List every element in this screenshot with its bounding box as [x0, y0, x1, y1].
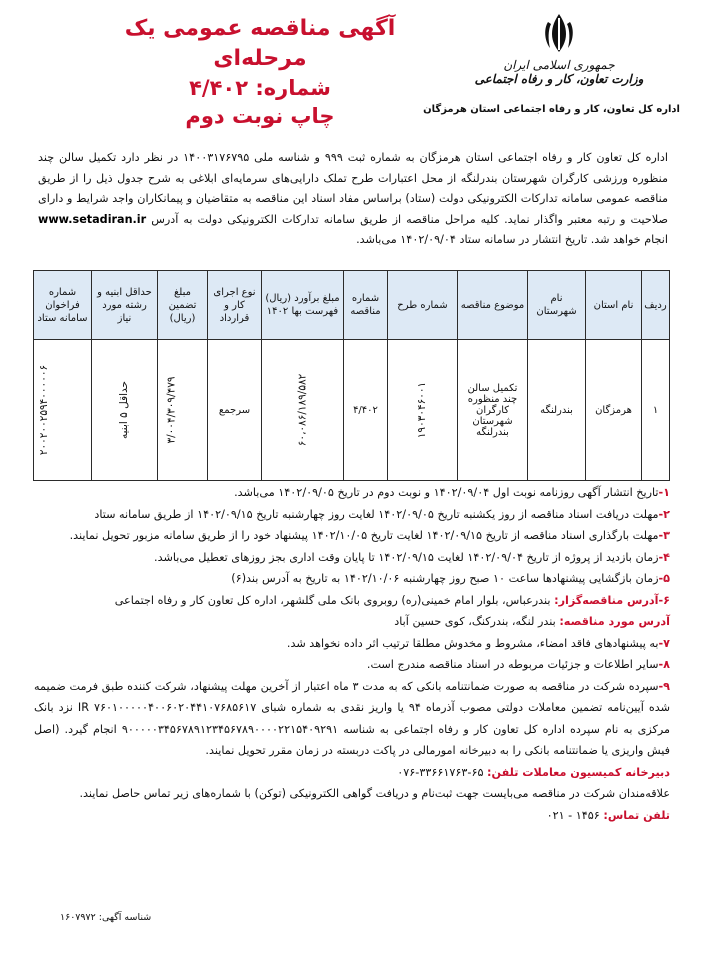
cell-city: بندرلنگه	[528, 340, 586, 481]
cell-guarantee	[158, 340, 208, 481]
list-item: ۱-تاریخ انتشار آگهی روزنامه نوبت اول ۱۴۰۲/۰۹/۰۴ و نوبت دوم در تاریخ ۱۴۰۲/۰۹/۰۵ می‌باشد.	[234, 486, 670, 499]
item-text: زمان بازدید از پروژه از تاریخ ۱۴۰۲/۰۹/۰۴ لغایت ۱۴۰۲/۰۹/۱۵ تا پایان وقت اداری بجز روزهای تعطیل می‌باشد.	[154, 550, 659, 564]
item-text: زمان بازگشایی پیشنهادها ساعت ۱۰ صبح روز چهارشنبه ۱۴۰۲/۱۰/۰۶ به تاریخ به آدرس بند(۶)	[231, 572, 659, 585]
target-address-text: بندر لنگه، بندرکنگ، کوی حسین آباد	[394, 615, 556, 628]
tender-number: شماره: ۴/۴۰۲	[189, 76, 331, 100]
secretariat-phone: ۶۵-۳۳۶۶۱۷۶۳-۰۷۶	[397, 765, 484, 779]
item-text: مهلت دریافت اسناد مناقصه از روز یکشنبه تاریخ ۱۴۰۲/۰۹/۰۵ لغایت روز چهارشنبه تاریخ ۱۴۰۲/۰۹/۱۵ از طریق سامانه ستاد	[94, 507, 659, 521]
table-row	[34, 340, 670, 481]
item-number: ۳	[663, 529, 670, 542]
header-cell: حداقل ابنیه و رشته مورد نیاز	[92, 271, 158, 340]
item-number: ۱	[663, 486, 670, 499]
intro-text: اداره کل تعاون کار و رفاه اجتماعی استان هرمزگان به شماره ثبت ۹۹۹ و شناسه ملی ۱۴۰۰۳۱۷۶۷۹۵ در نظر دارد تکمیل سالن چند منظوره ورزشی کارگران شهرستان بندرلنگه از محل اعتبارات طرح تملک دارایی‌های سرمایه‌ای ابلاغی به شرح جدول ذیل را از طریق مناقصه عمومی سامانه تدارکات الکترونیکی دولت (ستاد) براساس مفاد اسناد این مناقصه به متقاضیان و پیمانکاران واجد شرایط و دارای صلاحیت و رتبه معتبر واگذار نماید. کلیه مراحل مناقصه از طریق سامانه تدارکات الکترونیکی دولت به آدرس	[38, 151, 668, 226]
cell-tender-number: ۴/۴۰۲	[344, 340, 388, 481]
header-cell: مبلغ تضمین (ریال)	[158, 271, 208, 340]
intro-paragraph	[38, 148, 668, 251]
ad-identifier: شناسه آگهی: ۱۶۰۷۹۷۲	[60, 912, 152, 923]
target-address-label: آدرس مورد مناقصه:	[559, 615, 670, 628]
item-number: ۴	[663, 550, 670, 564]
estimate-text: ۶۰،۰۸۶/۱۸۹/۵۸۲	[296, 373, 309, 447]
cell-subject: تکمیل سالن چند منظوره کارگران شهرستان بندرلنگه	[458, 340, 528, 481]
target-address	[34, 611, 670, 633]
guarantee-text: ۳/۰۰۴/۳۰۹/۴۷۹	[165, 376, 178, 444]
cell-contract-type: سرجمع	[208, 340, 262, 481]
list-item: ۲-مهلت دریافت اسناد مناقصه از روز یکشنبه تاریخ ۱۴۰۲/۰۹/۰۵ لغایت روز چهارشنبه تاریخ ۱۴۰۲/۰۹/۱۵ از طریق سامانه ستاد	[94, 507, 670, 521]
country-name: جمهوری اسلامی ایران	[503, 58, 615, 72]
cell-setad-number	[34, 340, 92, 481]
header-cell: شماره طرح	[388, 271, 458, 340]
contact-phone: ۱۴۵۶ - ۰۲۱	[546, 808, 600, 822]
item-number: ۸	[663, 658, 670, 671]
header-cell: موضوع مناقصه	[458, 271, 528, 340]
item-text: به پیشنهادهای فاقد امضاء، مشروط و مخدوش مطلقا ترتیب اثر داده نخواهد شد.	[286, 636, 659, 650]
item-number: ۵	[663, 572, 670, 585]
item-text: مهلت بارگذاری اسناد مناقصه از تاریخ ۱۴۰۲/۰۹/۱۵ لغایت تاریخ ۱۴۰۲/۱۰/۰۵ پیشنهاد خود را از طریق سامانه مزبور تحویل نمایند.	[69, 529, 659, 542]
list-item: ۹-سپرده شرکت در مناقصه به صورت ضمانتنامه بانکی که به مدت ۳ ماه اعتبار از آخرین مهلت پیشنهاد، شرکت کننده طبق فرمت ضمیمه شده آیین‌نامه تضمین معاملات دولتی مصوب آذرماه ۹۴ یا واریز نقدی به شماره شبای IR ۷۶۰۱۰۰۰۰۰۴۰۰۶۰۲۰۴۴۱۰۷۶۸۵۶۱۷ نزد بانک مرکزی به نام سپرده اداره کل تعاون کار و رفاه اجتماعی به شناسه ۹۰۰۰۰۰۳۴۵۶۷۸۹۱۲۳۴۵۶۷۸۹۰۰۰۰۲۲۱۵۴۰۹۲۹۱ انجام گیرد. (اصل فیش واریزی یا ضمانتنامه بانکی را به دبیرخانه امورمالی در پاکت دربسته در زمان مقرر تحویل نمایند.	[34, 679, 670, 757]
cell-plan-number	[388, 340, 458, 481]
list-item: ۴-زمان بازدید از پروژه از تاریخ ۱۴۰۲/۰۹/۰۴ لغایت ۱۴۰۲/۰۹/۱۵ تا پایان وقت اداری بجز روزهای تعطیل می‌باشد.	[154, 550, 670, 564]
header-cell: نوع اجرای کار و قرارداد	[208, 271, 262, 340]
secretariat-line	[34, 762, 670, 784]
contact-label: تلفن تماس:	[603, 808, 670, 822]
plan-number-text: ۱۹۰۳۰۴۶۰۰۱	[416, 381, 429, 439]
setad-website-link[interactable]: www.setadiran.ir	[38, 212, 147, 226]
tender-address-label: آدرس مناقصه‌گزار:	[554, 593, 659, 607]
department-name: اداره کل تعاون، کار و رفاه اجتماعی استان هرمزگان	[423, 104, 680, 115]
cell-province: هرمزگان	[586, 340, 642, 481]
min-grade-text: حداقل ۵ ابنیه	[118, 380, 131, 440]
conditions-list	[34, 482, 670, 826]
registration-note: علاقه‌مندان شرکت در مناقصه می‌بایست جهت ثبت‌نام و دریافت گواهی الکترونیکی (توکن) با شماره‌های زیر تماس حاصل نمایند.	[79, 787, 670, 800]
print-round: چاپ نوبت دوم	[185, 104, 335, 128]
header-cell: نام شهرستان	[528, 271, 586, 340]
ministry-name: وزارت تعاون، کار و رفاه اجتماعی	[474, 72, 644, 86]
item-number: ۲	[663, 507, 670, 521]
tender-table	[33, 270, 670, 481]
header-cell: نام استان	[586, 271, 642, 340]
list-item: ۳-مهلت بارگذاری اسناد مناقصه از تاریخ ۱۴۰۲/۰۹/۱۵ لغایت تاریخ ۱۴۰۲/۱۰/۰۵ پیشنهاد خود را از طریق سامانه مزبور تحویل نمایند.	[69, 529, 670, 542]
header-cell: شماره فراخوان سامانه ستاد	[34, 271, 92, 340]
cell-min-grade	[92, 340, 158, 481]
list-item: ۷-به پیشنهادهای فاقد امضاء، مشروط و مخدوش مطلقا ترتیب اثر داده نخواهد شد.	[286, 636, 670, 650]
contact-line	[34, 805, 670, 827]
secretariat-label: دبیرخانه کمیسیون معاملات تلفن:	[487, 765, 670, 779]
setad-number-text: ۲۰۰۲۰۰۲۵۹۴۰۰۰۰۰۶	[37, 364, 50, 456]
intro-text-end: انجام خواهد شد. تاریخ انتشار در سامانه ستاد ۱۴۰۲/۰۹/۰۴ می‌باشد.	[356, 233, 668, 246]
tender-address-text: بندرعباس، بلوار امام خمینی(ره) روبروی بانک ملی گلشهر، اداره کل تعاون کار و رفاه اجتماعی	[114, 593, 551, 607]
notice-header	[0, 0, 702, 140]
item-number: ۷	[663, 636, 670, 650]
list-item: ۸-سایر اطلاعات و جزئیات مربوطه در اسناد مناقصه مندرج است.	[366, 658, 670, 671]
header-cell: شماره مناقصه	[344, 271, 388, 340]
iran-emblem-icon	[536, 10, 582, 56]
item-text: سپرده شرکت در مناقصه به صورت ضمانتنامه بانکی که به مدت ۳ ماه اعتبار از آخرین مهلت پیشنهاد، شرکت کننده طبق فرمت ضمیمه شده آیین‌نامه تضمین معاملات دولتی مصوب آذرماه ۹۴ یا واریز نقدی به شماره شبای IR ۷۶۰۱۰۰۰۰۰۴۰۰۶۰۲۰۴۴۱۰۷۶۸۵۶۱۷ نزد بانک مرکزی به نام سپرده اداره کل تعاون کار و رفاه اجتماعی به شناسه ۹۰۰۰۰۰۳۴۵۶۷۸۹۱۲۳۴۵۶۷۸۹۰۰۰۰۲۲۱۵۴۰۹۲۹۱ انجام گیرد. (اصل فیش واریزی یا ضمانتنامه بانکی را به دبیرخانه امورمالی در پاکت دربسته در زمان مقرر تحویل نمایند.	[34, 679, 670, 757]
notice-title: آگهی مناقصه عمومی یک مرحله‌ای	[124, 16, 396, 71]
list-item: ۵-زمان بازگشایی پیشنهادها ساعت ۱۰ صبح روز چهارشنبه ۱۴۰۲/۱۰/۰۶ به تاریخ به آدرس بند(۶)	[231, 572, 670, 585]
tender-address: ۶-آدرس مناقصه‌گزار: بندرعباس، بلوار امام خمینی(ره) روبروی بانک ملی گلشهر، اداره کل تعاون کار و رفاه اجتماعی	[114, 593, 670, 607]
item-text: سایر اطلاعات و جزئیات مربوطه در اسناد مناقصه مندرج است.	[366, 658, 659, 671]
header-cell: ردیف	[642, 271, 670, 340]
cell-row-number: ۱	[642, 340, 670, 481]
item-text: تاریخ انتشار آگهی روزنامه نوبت اول ۱۴۰۲/۰۹/۰۴ و نوبت دوم در تاریخ ۱۴۰۲/۰۹/۰۵ می‌باشد.	[234, 486, 659, 499]
notice-title-block	[110, 14, 410, 130]
table-header-row	[34, 271, 670, 340]
cell-estimate	[262, 340, 344, 481]
ministry-logo-block	[434, 10, 684, 86]
item-number: ۹	[663, 679, 670, 693]
header-cell: مبلغ برآورد (ریال) فهرست بها ۱۴۰۲	[262, 271, 344, 340]
